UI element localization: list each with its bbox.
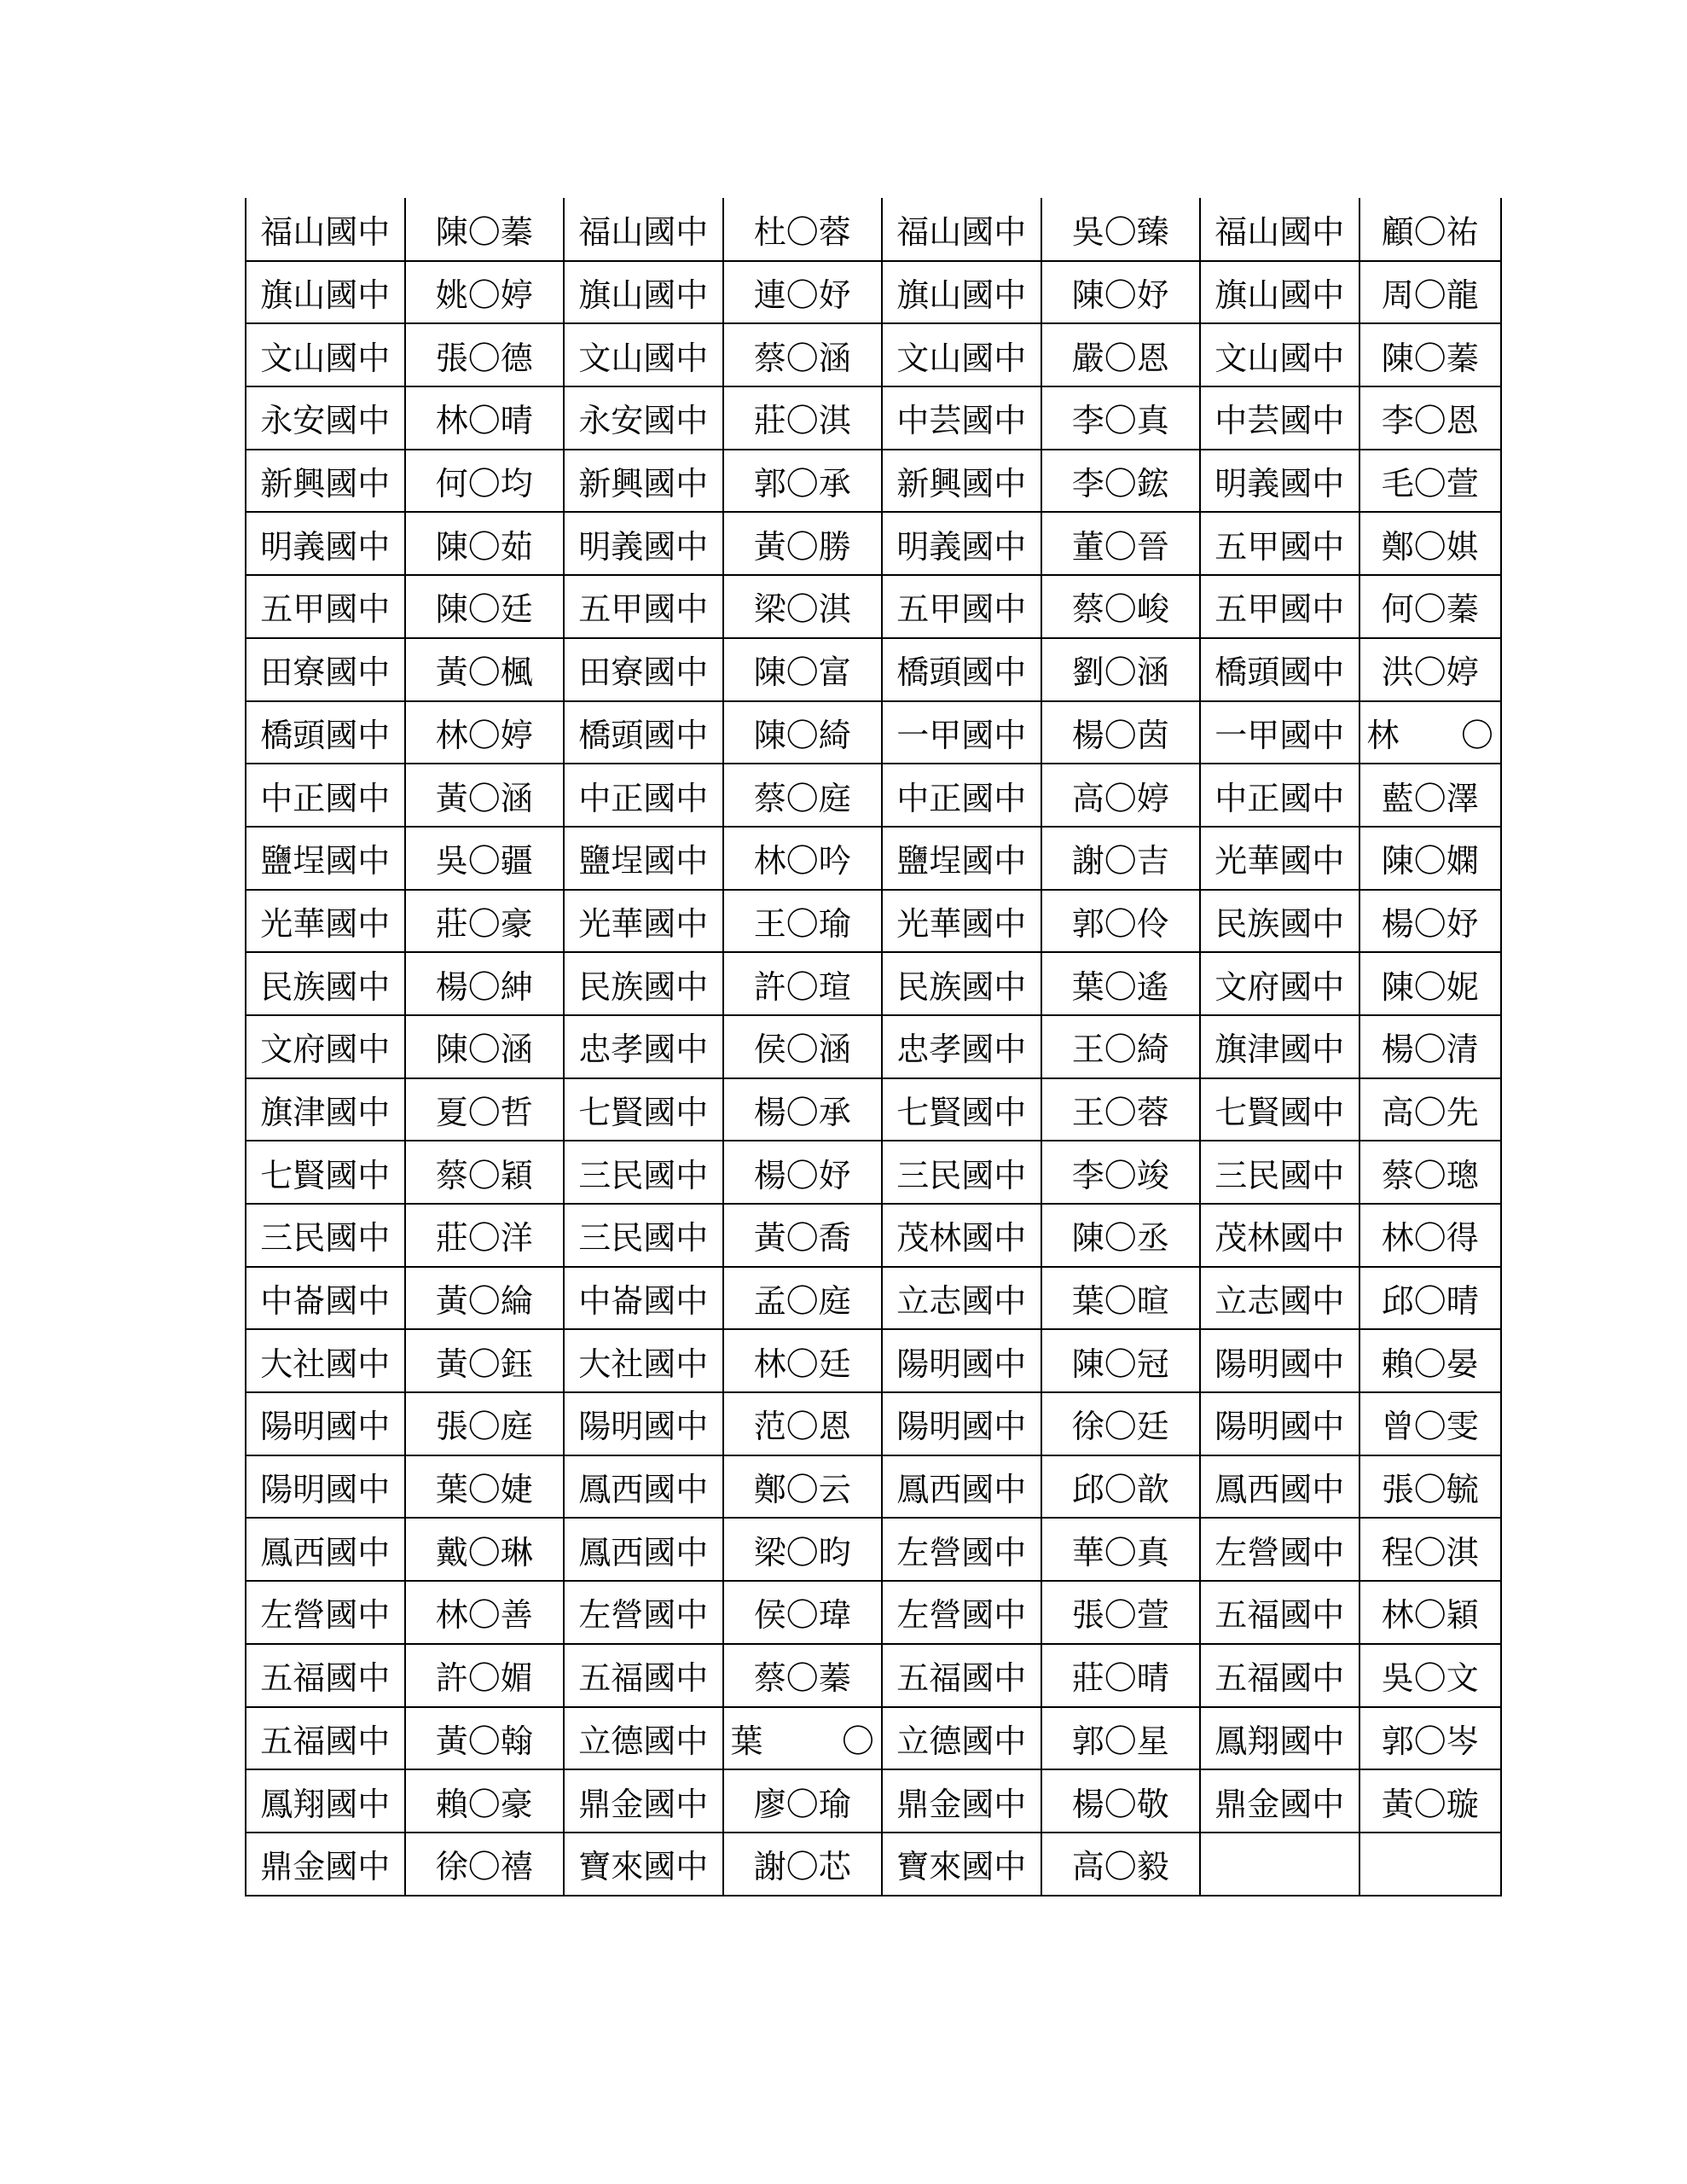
student-name-cell: 謝〇吉 — [1041, 827, 1201, 890]
school-cell: 左營國中 — [246, 1581, 405, 1644]
student-name-cell: 邱〇歆 — [1041, 1455, 1201, 1519]
school-cell: 民族國中 — [564, 952, 723, 1015]
school-cell: 五甲國中 — [882, 575, 1041, 638]
student-name-cell: 蔡〇穎 — [405, 1141, 565, 1204]
student-name-cell: 戴〇琳 — [405, 1518, 565, 1581]
student-name-cell: 陳〇妤 — [1041, 261, 1201, 324]
student-name-cell: 林 〇 — [1359, 701, 1502, 764]
student-name-cell: 周〇龍 — [1359, 261, 1502, 324]
school-cell: 左營國中 — [1200, 1518, 1359, 1581]
table-row — [246, 386, 1501, 450]
school-cell: 橋頭國中 — [882, 638, 1041, 701]
table-row — [246, 512, 1501, 575]
table-row — [246, 638, 1501, 701]
student-name-cell: 黃〇翰 — [405, 1707, 565, 1770]
school-cell: 鳳翔國中 — [1200, 1707, 1359, 1770]
student-name-cell: 葉〇暄 — [1041, 1267, 1201, 1330]
student-name-cell: 林〇廷 — [723, 1329, 883, 1392]
student-name-cell: 張〇萱 — [1041, 1581, 1201, 1644]
table-row — [246, 1518, 1501, 1581]
student-name-cell: 鄭〇云 — [723, 1455, 883, 1519]
school-cell: 民族國中 — [1200, 890, 1359, 953]
student-name-cell: 李〇真 — [1041, 386, 1201, 450]
student-name-cell — [1359, 1833, 1502, 1896]
student-name-cell: 黃〇鈺 — [405, 1329, 565, 1392]
student-name-cell: 蔡〇蓁 — [723, 1644, 883, 1707]
table-row — [246, 1707, 1501, 1770]
school-cell: 七賢國中 — [882, 1078, 1041, 1141]
student-name-cell: 吳〇文 — [1359, 1644, 1502, 1707]
student-name-cell: 張〇德 — [405, 323, 565, 386]
school-cell: 鳳西國中 — [564, 1518, 723, 1581]
student-name-cell: 陳〇冠 — [1041, 1329, 1201, 1392]
student-name-cell: 侯〇瑋 — [723, 1581, 883, 1644]
student-name-cell: 吳〇臻 — [1041, 198, 1201, 261]
table-row — [246, 952, 1501, 1015]
student-name-cell: 高〇婷 — [1041, 764, 1201, 827]
school-cell: 文府國中 — [1200, 952, 1359, 1015]
roster-table — [245, 198, 1502, 1896]
table-row — [246, 1141, 1501, 1204]
school-cell: 陽明國中 — [1200, 1392, 1359, 1455]
school-cell: 大社國中 — [564, 1329, 723, 1392]
student-name-cell: 莊〇洋 — [405, 1204, 565, 1267]
school-cell: 忠孝國中 — [882, 1015, 1041, 1078]
student-name-cell: 藍〇澤 — [1359, 764, 1502, 827]
table-row — [246, 1455, 1501, 1519]
school-cell: 左營國中 — [564, 1581, 723, 1644]
school-cell: 五甲國中 — [246, 575, 405, 638]
student-name-cell: 王〇綺 — [1041, 1015, 1201, 1078]
student-name-cell: 顧〇祐 — [1359, 198, 1502, 261]
school-cell: 文山國中 — [564, 323, 723, 386]
school-cell: 鳳西國中 — [1200, 1455, 1359, 1519]
school-cell: 鼎金國中 — [882, 1769, 1041, 1833]
school-cell: 立德國中 — [564, 1707, 723, 1770]
school-cell: 明義國中 — [564, 512, 723, 575]
student-name-cell: 陳〇嫻 — [1359, 827, 1502, 890]
school-cell: 鹽埕國中 — [246, 827, 405, 890]
school-cell: 立德國中 — [882, 1707, 1041, 1770]
student-name-cell: 梁〇淇 — [723, 575, 883, 638]
student-name-cell: 高〇先 — [1359, 1078, 1502, 1141]
school-cell: 七賢國中 — [246, 1141, 405, 1204]
student-name-cell: 黃〇綸 — [405, 1267, 565, 1330]
student-name-cell: 楊〇承 — [723, 1078, 883, 1141]
school-cell: 民族國中 — [882, 952, 1041, 1015]
student-name-cell: 梁〇昀 — [723, 1518, 883, 1581]
student-name-cell: 陳〇茹 — [405, 512, 565, 575]
student-name-cell: 華〇真 — [1041, 1518, 1201, 1581]
student-name-cell: 黃〇楓 — [405, 638, 565, 701]
student-name-cell: 陳〇綺 — [723, 701, 883, 764]
student-name-cell: 林〇婷 — [405, 701, 565, 764]
school-cell: 三民國中 — [882, 1141, 1041, 1204]
school-cell: 福山國中 — [564, 198, 723, 261]
student-name-cell: 劉〇涵 — [1041, 638, 1201, 701]
school-cell: 三民國中 — [1200, 1141, 1359, 1204]
student-name-cell: 張〇毓 — [1359, 1455, 1502, 1519]
school-cell: 鳳翔國中 — [246, 1769, 405, 1833]
school-cell: 鳳西國中 — [564, 1455, 723, 1519]
school-cell: 中崙國中 — [564, 1267, 723, 1330]
student-name-cell: 杜〇蓉 — [723, 198, 883, 261]
student-name-cell: 洪〇婷 — [1359, 638, 1502, 701]
student-name-cell: 毛〇萱 — [1359, 450, 1502, 513]
school-cell: 旗山國中 — [882, 261, 1041, 324]
school-cell: 橋頭國中 — [1200, 638, 1359, 701]
school-cell: 旗山國中 — [246, 261, 405, 324]
school-cell: 中正國中 — [564, 764, 723, 827]
school-cell: 五甲國中 — [1200, 512, 1359, 575]
student-name-cell: 曾〇雯 — [1359, 1392, 1502, 1455]
student-name-cell: 范〇恩 — [723, 1392, 883, 1455]
student-name-cell: 姚〇婷 — [405, 261, 565, 324]
student-name-cell: 夏〇哲 — [405, 1078, 565, 1141]
student-name-cell: 廖〇瑜 — [723, 1769, 883, 1833]
student-name-cell: 陳〇富 — [723, 638, 883, 701]
school-cell: 一甲國中 — [882, 701, 1041, 764]
student-name-cell: 楊〇妤 — [1359, 890, 1502, 953]
school-cell: 明義國中 — [246, 512, 405, 575]
student-name-cell: 李〇恩 — [1359, 386, 1502, 450]
student-name-cell: 蔡〇庭 — [723, 764, 883, 827]
student-name-cell: 張〇庭 — [405, 1392, 565, 1455]
school-cell: 寶來國中 — [564, 1833, 723, 1896]
table-row — [246, 1204, 1501, 1267]
school-cell: 五福國中 — [246, 1644, 405, 1707]
student-name-cell: 李〇竣 — [1041, 1141, 1201, 1204]
student-name-cell: 鄭〇娸 — [1359, 512, 1502, 575]
student-name-cell: 陳〇丞 — [1041, 1204, 1201, 1267]
school-cell: 寶來國中 — [882, 1833, 1041, 1896]
school-cell: 五福國中 — [1200, 1644, 1359, 1707]
school-cell: 光華國中 — [246, 890, 405, 953]
school-cell: 陽明國中 — [882, 1329, 1041, 1392]
student-name-cell: 許〇媚 — [405, 1644, 565, 1707]
school-cell: 鹽埕國中 — [564, 827, 723, 890]
student-name-cell: 郭〇伶 — [1041, 890, 1201, 953]
table-row — [246, 261, 1501, 324]
school-cell: 中正國中 — [882, 764, 1041, 827]
student-name-cell: 莊〇淇 — [723, 386, 883, 450]
school-cell: 一甲國中 — [1200, 701, 1359, 764]
school-cell: 田寮國中 — [246, 638, 405, 701]
school-cell: 左營國中 — [882, 1518, 1041, 1581]
table-row — [246, 1015, 1501, 1078]
table-row — [246, 827, 1501, 890]
school-cell: 光華國中 — [1200, 827, 1359, 890]
student-name-cell: 侯〇涵 — [723, 1015, 883, 1078]
table-row — [246, 701, 1501, 764]
student-name-cell: 王〇蓉 — [1041, 1078, 1201, 1141]
table-row — [246, 1392, 1501, 1455]
student-name-cell: 蔡〇璁 — [1359, 1141, 1502, 1204]
student-name-cell: 黃〇涵 — [405, 764, 565, 827]
student-name-cell: 邱〇晴 — [1359, 1267, 1502, 1330]
school-cell: 陽明國中 — [246, 1392, 405, 1455]
school-cell: 陽明國中 — [564, 1392, 723, 1455]
school-cell: 旗山國中 — [1200, 261, 1359, 324]
school-cell: 三民國中 — [564, 1204, 723, 1267]
school-cell: 陽明國中 — [1200, 1329, 1359, 1392]
school-cell: 田寮國中 — [564, 638, 723, 701]
school-cell: 中芸國中 — [882, 386, 1041, 450]
school-cell: 鼎金國中 — [246, 1833, 405, 1896]
school-cell: 七賢國中 — [564, 1078, 723, 1141]
school-cell: 大社國中 — [246, 1329, 405, 1392]
school-cell: 陽明國中 — [882, 1392, 1041, 1455]
school-cell: 新興國中 — [564, 450, 723, 513]
table-row — [246, 1769, 1501, 1833]
table-row — [246, 890, 1501, 953]
student-name-cell: 陳〇蓁 — [405, 198, 565, 261]
student-name-cell: 黃〇喬 — [723, 1204, 883, 1267]
student-name-cell: 陳〇妮 — [1359, 952, 1502, 1015]
school-cell: 橋頭國中 — [246, 701, 405, 764]
school-cell: 鼎金國中 — [1200, 1769, 1359, 1833]
student-name-cell: 黃〇璇 — [1359, 1769, 1502, 1833]
school-cell: 七賢國中 — [1200, 1078, 1359, 1141]
school-cell: 鳳西國中 — [882, 1455, 1041, 1519]
school-cell: 五甲國中 — [564, 575, 723, 638]
student-name-cell: 徐〇廷 — [1041, 1392, 1201, 1455]
student-name-cell: 許〇瑄 — [723, 952, 883, 1015]
school-cell: 橋頭國中 — [564, 701, 723, 764]
table-row — [246, 198, 1501, 261]
student-name-cell: 林〇穎 — [1359, 1581, 1502, 1644]
table-row — [246, 1644, 1501, 1707]
school-cell: 旗山國中 — [564, 261, 723, 324]
student-name-cell: 陳〇廷 — [405, 575, 565, 638]
school-cell: 明義國中 — [1200, 450, 1359, 513]
student-name-cell: 程〇淇 — [1359, 1518, 1502, 1581]
school-cell: 福山國中 — [246, 198, 405, 261]
student-name-cell: 李〇鋐 — [1041, 450, 1201, 513]
school-cell: 茂林國中 — [882, 1204, 1041, 1267]
school-cell: 中正國中 — [246, 764, 405, 827]
student-name-cell: 郭〇承 — [723, 450, 883, 513]
school-cell: 左營國中 — [882, 1581, 1041, 1644]
school-cell: 文府國中 — [246, 1015, 405, 1078]
school-cell: 福山國中 — [882, 198, 1041, 261]
table-row — [246, 323, 1501, 386]
school-cell: 中崙國中 — [246, 1267, 405, 1330]
student-name-cell: 謝〇芯 — [723, 1833, 883, 1896]
school-cell: 永安國中 — [246, 386, 405, 450]
school-cell: 鼎金國中 — [564, 1769, 723, 1833]
table-row — [246, 1833, 1501, 1896]
student-name-cell: 蔡〇涵 — [723, 323, 883, 386]
student-name-cell: 郭〇星 — [1041, 1707, 1201, 1770]
student-name-cell: 楊〇清 — [1359, 1015, 1502, 1078]
school-cell: 鳳西國中 — [246, 1518, 405, 1581]
school-cell: 文山國中 — [246, 323, 405, 386]
school-cell: 永安國中 — [564, 386, 723, 450]
student-name-cell: 陳〇蓁 — [1359, 323, 1502, 386]
student-name-cell: 賴〇晏 — [1359, 1329, 1502, 1392]
student-name-cell: 徐〇禧 — [405, 1833, 565, 1896]
school-cell: 五福國中 — [882, 1644, 1041, 1707]
student-name-cell: 林〇得 — [1359, 1204, 1502, 1267]
student-name-cell: 吳〇疆 — [405, 827, 565, 890]
school-cell: 忠孝國中 — [564, 1015, 723, 1078]
school-cell: 旗津國中 — [246, 1078, 405, 1141]
student-name-cell: 連〇妤 — [723, 261, 883, 324]
school-cell: 光華國中 — [882, 890, 1041, 953]
school-cell: 明義國中 — [882, 512, 1041, 575]
student-name-cell: 楊〇茵 — [1041, 701, 1201, 764]
student-name-cell: 王〇瑜 — [723, 890, 883, 953]
table-row — [246, 575, 1501, 638]
school-cell — [1200, 1833, 1359, 1896]
school-cell: 民族國中 — [246, 952, 405, 1015]
student-name-cell: 楊〇紳 — [405, 952, 565, 1015]
school-cell: 文山國中 — [1200, 323, 1359, 386]
student-name-cell: 賴〇豪 — [405, 1769, 565, 1833]
student-name-cell: 楊〇敬 — [1041, 1769, 1201, 1833]
student-name-cell: 莊〇晴 — [1041, 1644, 1201, 1707]
table-row — [246, 764, 1501, 827]
student-name-cell: 孟〇庭 — [723, 1267, 883, 1330]
student-name-cell: 陳〇涵 — [405, 1015, 565, 1078]
student-name-cell: 林〇晴 — [405, 386, 565, 450]
student-name-cell: 楊〇妤 — [723, 1141, 883, 1204]
school-cell: 中正國中 — [1200, 764, 1359, 827]
table-row — [246, 1078, 1501, 1141]
student-name-cell: 何〇均 — [405, 450, 565, 513]
student-name-cell: 高〇毅 — [1041, 1833, 1201, 1896]
table-row — [246, 1267, 1501, 1330]
table-row — [246, 450, 1501, 513]
school-cell: 鹽埕國中 — [882, 827, 1041, 890]
student-name-cell: 董〇晉 — [1041, 512, 1201, 575]
student-name-cell: 葉〇遙 — [1041, 952, 1201, 1015]
table-row — [246, 1581, 1501, 1644]
school-cell: 中芸國中 — [1200, 386, 1359, 450]
school-cell: 三民國中 — [564, 1141, 723, 1204]
student-name-cell: 葉〇婕 — [405, 1455, 565, 1519]
roster-body — [246, 198, 1501, 1896]
school-cell: 五甲國中 — [1200, 575, 1359, 638]
student-name-cell: 林〇善 — [405, 1581, 565, 1644]
table-row — [246, 1329, 1501, 1392]
school-cell: 新興國中 — [882, 450, 1041, 513]
student-name-cell: 嚴〇恩 — [1041, 323, 1201, 386]
school-cell: 五福國中 — [564, 1644, 723, 1707]
student-name-cell: 林〇吟 — [723, 827, 883, 890]
student-name-cell: 黃〇勝 — [723, 512, 883, 575]
school-cell: 立志國中 — [1200, 1267, 1359, 1330]
school-cell: 茂林國中 — [1200, 1204, 1359, 1267]
student-name-cell: 葉 〇 — [723, 1707, 883, 1770]
school-cell: 三民國中 — [246, 1204, 405, 1267]
student-name-cell: 郭〇岑 — [1359, 1707, 1502, 1770]
school-cell: 五福國中 — [1200, 1581, 1359, 1644]
student-name-cell: 蔡〇峻 — [1041, 575, 1201, 638]
school-cell: 文山國中 — [882, 323, 1041, 386]
school-cell: 旗津國中 — [1200, 1015, 1359, 1078]
school-cell: 立志國中 — [882, 1267, 1041, 1330]
student-name-cell: 莊〇豪 — [405, 890, 565, 953]
school-cell: 五福國中 — [246, 1707, 405, 1770]
school-cell: 光華國中 — [564, 890, 723, 953]
student-name-cell: 何〇蓁 — [1359, 575, 1502, 638]
school-cell: 陽明國中 — [246, 1455, 405, 1519]
school-cell: 福山國中 — [1200, 198, 1359, 261]
school-cell: 新興國中 — [246, 450, 405, 513]
